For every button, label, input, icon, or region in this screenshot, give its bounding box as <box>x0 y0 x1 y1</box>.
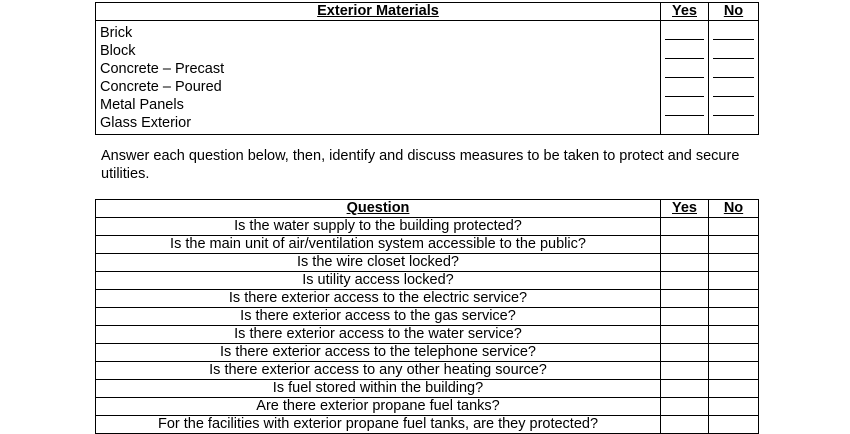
no-cell[interactable] <box>709 380 759 398</box>
question-text: For the facilities with exterior propane fuel tanks, are they protected? <box>96 416 661 434</box>
yes-cell[interactable] <box>665 58 704 77</box>
table-row <box>96 308 759 326</box>
yes-cell[interactable] <box>661 362 709 380</box>
question-text: Is the water supply to the building protected? <box>96 218 661 236</box>
table-row <box>96 326 759 344</box>
table-row <box>96 380 759 398</box>
table-row <box>96 290 759 308</box>
column-header-yes: Yes <box>661 200 709 218</box>
list-item: Brick <box>100 24 133 41</box>
no-cell[interactable] <box>713 115 754 134</box>
question-text: Is there exterior access to the gas service? <box>96 308 661 326</box>
no-cell[interactable] <box>709 344 759 362</box>
yes-cell[interactable] <box>661 380 709 398</box>
no-cell[interactable] <box>713 96 754 115</box>
yes-cell[interactable] <box>661 308 709 326</box>
yes-cell[interactable] <box>661 416 709 434</box>
no-cell[interactable] <box>709 254 759 272</box>
no-column-cells <box>709 21 759 135</box>
yes-cell[interactable] <box>665 77 704 96</box>
question-text: Is there exterior access to any other heating source? <box>96 362 661 380</box>
table-row <box>96 236 759 254</box>
utilities-question-table <box>95 199 759 434</box>
yes-cell[interactable] <box>661 398 709 416</box>
no-cell[interactable] <box>713 21 754 39</box>
list-item: Metal Panels <box>100 96 184 113</box>
list-item: Concrete – Poured <box>100 78 222 95</box>
no-cell[interactable] <box>709 272 759 290</box>
no-cell[interactable] <box>709 218 759 236</box>
question-text: Are there exterior propane fuel tanks? <box>96 398 661 416</box>
materials-list <box>96 21 661 135</box>
question-text: Is utility access locked? <box>96 272 661 290</box>
no-cell[interactable] <box>709 290 759 308</box>
table-row <box>96 398 759 416</box>
yes-cell[interactable] <box>665 115 704 134</box>
yes-column-cells <box>661 21 709 135</box>
table-row <box>96 254 759 272</box>
no-cell[interactable] <box>713 39 754 58</box>
table-row <box>96 21 759 135</box>
no-cell[interactable] <box>709 236 759 254</box>
question-text: Is fuel stored within the building? <box>96 380 661 398</box>
no-cell[interactable] <box>709 398 759 416</box>
yes-cell[interactable] <box>661 290 709 308</box>
table-row <box>96 416 759 434</box>
column-header-question: Question <box>96 200 661 218</box>
no-cell[interactable] <box>713 58 754 77</box>
table-row <box>96 272 759 290</box>
yes-cell[interactable] <box>661 254 709 272</box>
yes-cell[interactable] <box>661 344 709 362</box>
column-header-no: No <box>709 3 759 21</box>
list-item: Glass Exterior <box>100 114 192 131</box>
no-cell[interactable] <box>709 308 759 326</box>
yes-cell[interactable] <box>665 96 704 115</box>
yes-cell[interactable] <box>661 236 709 254</box>
question-text: Is there exterior access to the water service? <box>96 326 661 344</box>
question-text: Is there exterior access to the electric service? <box>96 290 661 308</box>
no-cell[interactable] <box>709 362 759 380</box>
column-header-materials: Exterior Materials <box>96 3 661 21</box>
table-row <box>96 362 759 380</box>
no-cell[interactable] <box>709 416 759 434</box>
instructions-text: Answer each question below, then, identify and discuss measures to be taken to protect and secure utilities. <box>101 148 740 182</box>
no-cell[interactable] <box>713 77 754 96</box>
table-row <box>96 344 759 362</box>
list-item: Block <box>100 42 136 59</box>
table-header-row <box>96 3 759 21</box>
column-header-no: No <box>709 200 759 218</box>
yes-cell[interactable] <box>661 218 709 236</box>
column-header-yes: Yes <box>661 3 709 21</box>
yes-cell[interactable] <box>665 21 704 39</box>
yes-cell[interactable] <box>661 326 709 344</box>
question-text: Is there exterior access to the telephone service? <box>96 344 661 362</box>
yes-cell[interactable] <box>661 272 709 290</box>
question-text: Is the wire closet locked? <box>96 254 661 272</box>
yes-cell[interactable] <box>665 39 704 58</box>
list-item: Concrete – Precast <box>100 60 225 77</box>
question-text: Is the main unit of air/ventilation system accessible to the public? <box>96 236 661 254</box>
no-cell[interactable] <box>709 326 759 344</box>
table-row <box>96 218 759 236</box>
table-header-row <box>96 200 759 218</box>
exterior-materials-table <box>95 2 759 135</box>
